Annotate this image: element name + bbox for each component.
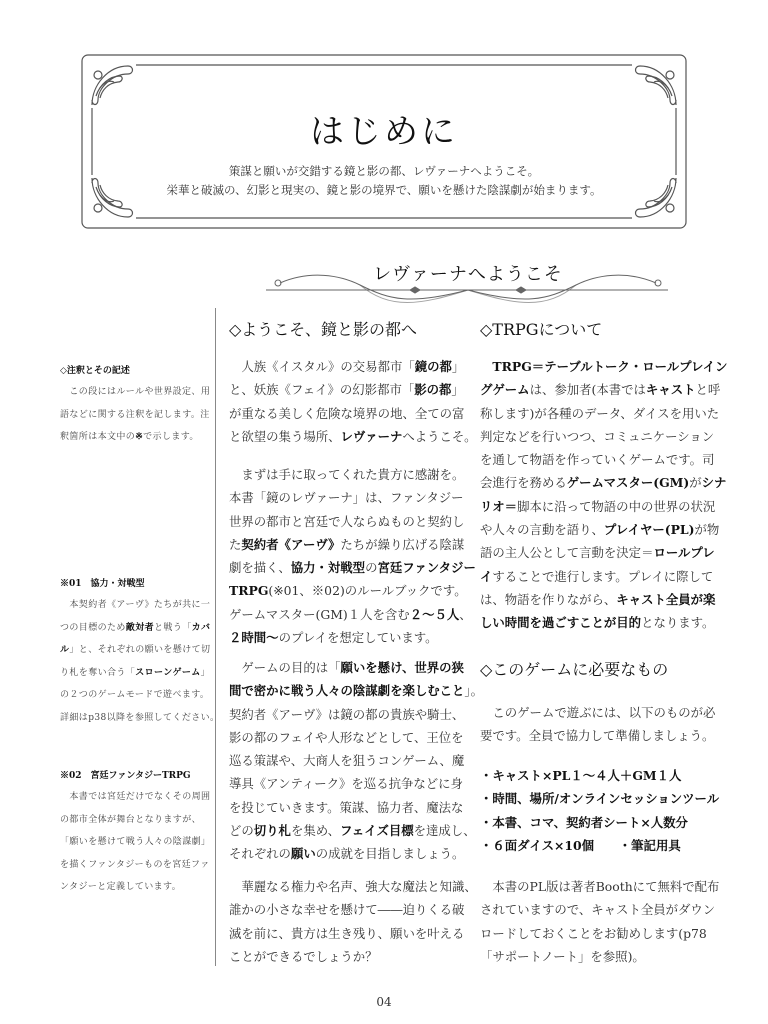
text-line [60, 809, 210, 832]
emphasis-text: 鏡の都 [414, 359, 452, 374]
text-line [60, 617, 219, 640]
text-line [480, 588, 728, 611]
body-text: の都市全体が舞台となりますが、 [60, 814, 202, 825]
text-line [229, 656, 483, 679]
text-line [480, 378, 728, 401]
text-line [480, 402, 728, 425]
text-line [229, 425, 476, 448]
text-line [229, 463, 476, 486]
emphasis-text: 宮廷ファンタジー [377, 560, 476, 576]
body-text: されていますので、キャスト全員がダウン [480, 902, 716, 918]
body-text: 劇を描く、 [229, 560, 291, 576]
body-text: どの [229, 823, 254, 839]
text-line [480, 471, 728, 494]
body-text: た [229, 536, 242, 552]
emphasis-text: ２時間～ [229, 630, 279, 646]
emphasis-text: グゲーム [480, 382, 530, 398]
text-line [229, 945, 477, 968]
body-text: 脚本に沿って物語の中の世界の状況 [517, 498, 716, 514]
page-number: 04 [376, 995, 392, 1009]
text-line [60, 684, 219, 707]
text-line [229, 898, 477, 921]
emphasis-text: カバ [191, 622, 211, 633]
text-line [229, 355, 476, 378]
body-text: 影の都のフェイや人形などとして、王位を [229, 729, 464, 745]
body-text: と、妖族《フェイ》の幻影都市「 [229, 382, 415, 398]
text-line [480, 811, 719, 834]
requirements-list [480, 764, 719, 857]
text-line [60, 639, 219, 662]
text-line [229, 603, 476, 626]
body-text: を集め、 [290, 823, 341, 839]
emphasis-text: ・本書、コマ、契約者シート×人数分 [480, 814, 688, 830]
emphasis-text: スローンゲーム [135, 667, 201, 678]
body-text: と戦う「 [154, 622, 192, 633]
note-heading: ※02 宮廷ファンタジーTRPG [60, 771, 191, 781]
body-text: や人々の言動を語り、 [480, 522, 604, 538]
text-line [480, 875, 719, 898]
body-text: まずは手に取ってくれた貴方に感謝を。 [229, 467, 465, 482]
note-heading: ※01 協力・対戦型 [60, 579, 145, 589]
note-heading: ◇注釈とその記述 [60, 366, 130, 376]
body-text: 語などに関する注釈を記します。注 [60, 409, 210, 420]
emphasis-text: レヴァーナ [340, 428, 403, 444]
text-line [229, 796, 483, 819]
text-line [480, 565, 728, 588]
text-line [480, 448, 728, 471]
text-line [480, 355, 728, 378]
body-text: を達成し、 [413, 823, 476, 839]
body-text: 誰かの小さな幸せを懸けて――迫りくる破 [229, 902, 465, 918]
text-line [480, 611, 728, 634]
body-text: を通して物語を作っていくゲームです。司 [480, 452, 715, 468]
emphasis-text: ・キャスト×PL１～４人＋GM１人 [480, 768, 682, 783]
text-line [480, 495, 728, 518]
note-body [60, 594, 219, 730]
emphasis-text: ル [60, 645, 70, 656]
emphasis-text: ・時間、場所/オンラインセッションツール [480, 791, 720, 807]
text-line [229, 703, 483, 726]
body-text: 巡る策謀や、大商人を狙うコンゲーム、魔 [229, 753, 465, 769]
body-text: となります。 [641, 615, 715, 631]
emphasis-text: プレイヤー(PL) [603, 522, 695, 538]
emphasis-text: TRPG＝テーブルトーク・ロールプレイン [492, 359, 728, 374]
text-line [229, 402, 476, 425]
text-line [480, 922, 719, 945]
text-line [229, 726, 483, 749]
body-text: 、 [459, 606, 472, 622]
emphasis-text: しい時間を過ごすことが目的 [480, 615, 642, 631]
emphasis-text: 協力・対戦型 [290, 560, 366, 576]
emphasis-text: 間で密かに戦う人々の陰謀劇を楽しむこと [229, 683, 465, 699]
body-text: つの目標のため [60, 622, 126, 633]
emphasis-text: 願いを懸け、世界の狭 [340, 660, 464, 675]
section-heading: ◇TRPGについて [480, 320, 603, 339]
body-text: を投じていきます。策謀、協力者、魔法な [229, 799, 464, 815]
text-line [60, 381, 210, 404]
body-text: の２つのゲームモードで遊べます。 [60, 690, 210, 701]
body-text: 」。 [464, 683, 484, 699]
body-text: が重なる美しく危険な境界の地、全ての富 [229, 405, 465, 421]
body-text: は、物語を作りながら、 [480, 591, 617, 607]
text-line [480, 764, 719, 787]
body-text: 本書のPL版は著者Boothにて無料で配布 [480, 879, 720, 894]
body-text: 判定などを行いつつ、コミュニケーション [480, 428, 715, 444]
body-text: 」と、それぞれの願いを懸けて切 [69, 645, 211, 656]
text-line [60, 404, 210, 427]
text-line [229, 679, 483, 702]
body-text: 「サポートノート」を参照)。 [480, 948, 645, 964]
text-line [480, 787, 719, 810]
body-text: 「願いを懸けて戦う人々の陰謀劇」 [60, 837, 211, 848]
text-line [229, 842, 483, 865]
text-line [229, 922, 477, 945]
body-text: を描くファンタジーものを宮廷ファ [60, 859, 210, 870]
body-text: 会進行を務める [480, 475, 567, 491]
body-text: することで進行します。プレイに際して [492, 568, 714, 584]
body-text: 詳細はp38以降を参照してください。 [60, 712, 220, 723]
text-line [480, 701, 715, 724]
page-title: はじめに [310, 112, 458, 152]
emphasis-text: シナ [701, 475, 727, 491]
body-text: ロードしておくことをお勧めします(p78 [480, 925, 707, 941]
body-text: と呼 [695, 382, 721, 398]
text-line [480, 518, 728, 541]
body-text: が物 [694, 522, 720, 538]
text-line [480, 945, 719, 968]
body-text: それぞれの [229, 846, 291, 862]
emphasis-text: TRPG [229, 583, 269, 599]
text-line [60, 426, 210, 449]
body-text: 釈箇所は本文中の [60, 432, 136, 443]
body-text [480, 359, 492, 374]
text-line [480, 898, 719, 921]
body-text: 契約者《アーヴ》は鏡の都の貴族や騎士、 [229, 706, 465, 722]
section-title: レヴァーナへようこそ [373, 264, 563, 285]
body-text: ことができるでしょうか？ [229, 948, 378, 964]
text-line [480, 724, 715, 747]
text-line [60, 854, 210, 877]
body-text: この段にはルールや世界設定、用 [60, 387, 211, 397]
note-body [60, 381, 210, 449]
text-line [60, 786, 210, 809]
text-line [229, 626, 476, 649]
body-text: の [365, 560, 378, 576]
body-text: (※01、※02)のルールブックです。 [268, 583, 467, 599]
body-text: 称します)が各種のデータ、ダイスを用いた [480, 405, 720, 421]
emphasis-text: 敵対者 [125, 622, 155, 633]
paragraph [229, 355, 476, 448]
body-text: ゲームマスター(GM)１人を含む [229, 606, 410, 622]
text-line [229, 510, 476, 533]
emphasis-text: ２～５人 [409, 606, 460, 622]
text-line [229, 819, 483, 842]
body-text: 人族《イスタル》の交易都市「 [229, 359, 415, 374]
text-line [229, 486, 476, 509]
section-heading: ◇このゲームに必要なもの [480, 660, 669, 679]
body-text: の成就を目指しましょう。 [315, 846, 465, 862]
paragraph [480, 701, 715, 748]
body-text: で示します。 [143, 432, 199, 443]
body-text: り札を奪い合う「 [60, 667, 136, 678]
body-text: 本書では宮廷だけでなくその周囲 [60, 792, 211, 802]
body-text: 」 [451, 382, 464, 398]
body-text: 本契約者《アーヴ》たちが共に一 [60, 600, 211, 610]
text-line [229, 875, 477, 898]
emphasis-text: 影の都 [414, 382, 452, 398]
body-text: 語の主人公として言動を決定＝ [480, 545, 654, 561]
text-line [480, 425, 728, 448]
body-text: ゲームの目的は「 [229, 660, 341, 675]
text-line [229, 749, 483, 772]
body-text: 」 [451, 359, 465, 374]
paragraph [480, 875, 719, 968]
paragraph [229, 875, 477, 968]
emphasis-text: 切り札 [253, 823, 291, 839]
emphasis-text: キャスト全員が楽 [616, 591, 716, 607]
emphasis-text: キャスト [645, 382, 696, 398]
body-text: が [689, 475, 702, 491]
body-text: ンタジーと定義しています。 [60, 882, 182, 893]
body-text: 華麗なる権力や名声、強大な魔法と知識、 [229, 879, 477, 894]
paragraph [229, 656, 483, 866]
emphasis-text: 願い [290, 846, 316, 862]
subtitle-line: 策謀と願いが交錯する鏡と影の都、レヴァーナへようこそ。 [228, 164, 540, 178]
emphasis-text: ※ [135, 432, 144, 443]
text-line [480, 541, 728, 564]
paragraph [480, 355, 728, 635]
note-body [60, 786, 210, 899]
text-line [60, 876, 210, 899]
body-text: 」 [200, 667, 211, 678]
body-text: 滅を前に、貴方は生き残り、願いを叶える [229, 925, 465, 941]
text-line [229, 533, 476, 556]
body-text: へようこそ。 [402, 428, 477, 444]
text-line [60, 831, 210, 854]
emphasis-text: フェイズ目標 [340, 823, 414, 839]
emphasis-text: ・６面ダイス×10個 ・筆記用具 [480, 837, 681, 853]
emphasis-text: ゲームマスター(GM) [566, 475, 690, 491]
paragraph [229, 463, 476, 649]
body-text: 世界の都市と宮廷で人ならぬものと契約し [229, 513, 465, 529]
emphasis-text: 契約者《アーヴ》 [241, 536, 341, 552]
text-line [60, 662, 219, 685]
body-text: は、参加者(本書では [529, 382, 646, 398]
text-line [229, 378, 476, 401]
text-line [229, 772, 483, 795]
body-text: 要です。全員で協力して準備しましょう。 [480, 728, 715, 744]
text-line [60, 594, 219, 617]
corner-flourish-icon [92, 66, 133, 105]
body-text: のプレイを想定しています。 [278, 630, 438, 646]
text-line [229, 579, 476, 602]
emphasis-text: リオ＝ [480, 498, 518, 514]
body-text: 本書「鏡のレヴァーナ」は、ファンタジー [229, 490, 464, 506]
body-text: 導具《アンティーク》を巡る抗争などに身 [229, 776, 463, 792]
emphasis-text: イ [480, 568, 493, 584]
subtitle-line: 栄華と破滅の、幻影と現実の、鏡と影の境界で、願いを懸けた陰謀劇が始まります。 [166, 183, 602, 197]
body-text: と欲望の集う場所、 [229, 428, 341, 444]
emphasis-text: ロールプレ [653, 545, 715, 561]
text-line [480, 834, 719, 857]
body-text: たちが繰り広げる陰謀 [340, 536, 465, 552]
text-line [60, 707, 219, 730]
text-line [229, 556, 476, 579]
section-heading: ◇ようこそ、鏡と影の都へ [229, 320, 417, 339]
body-text: このゲームで遊ぶには、以下のものが必 [480, 705, 716, 720]
